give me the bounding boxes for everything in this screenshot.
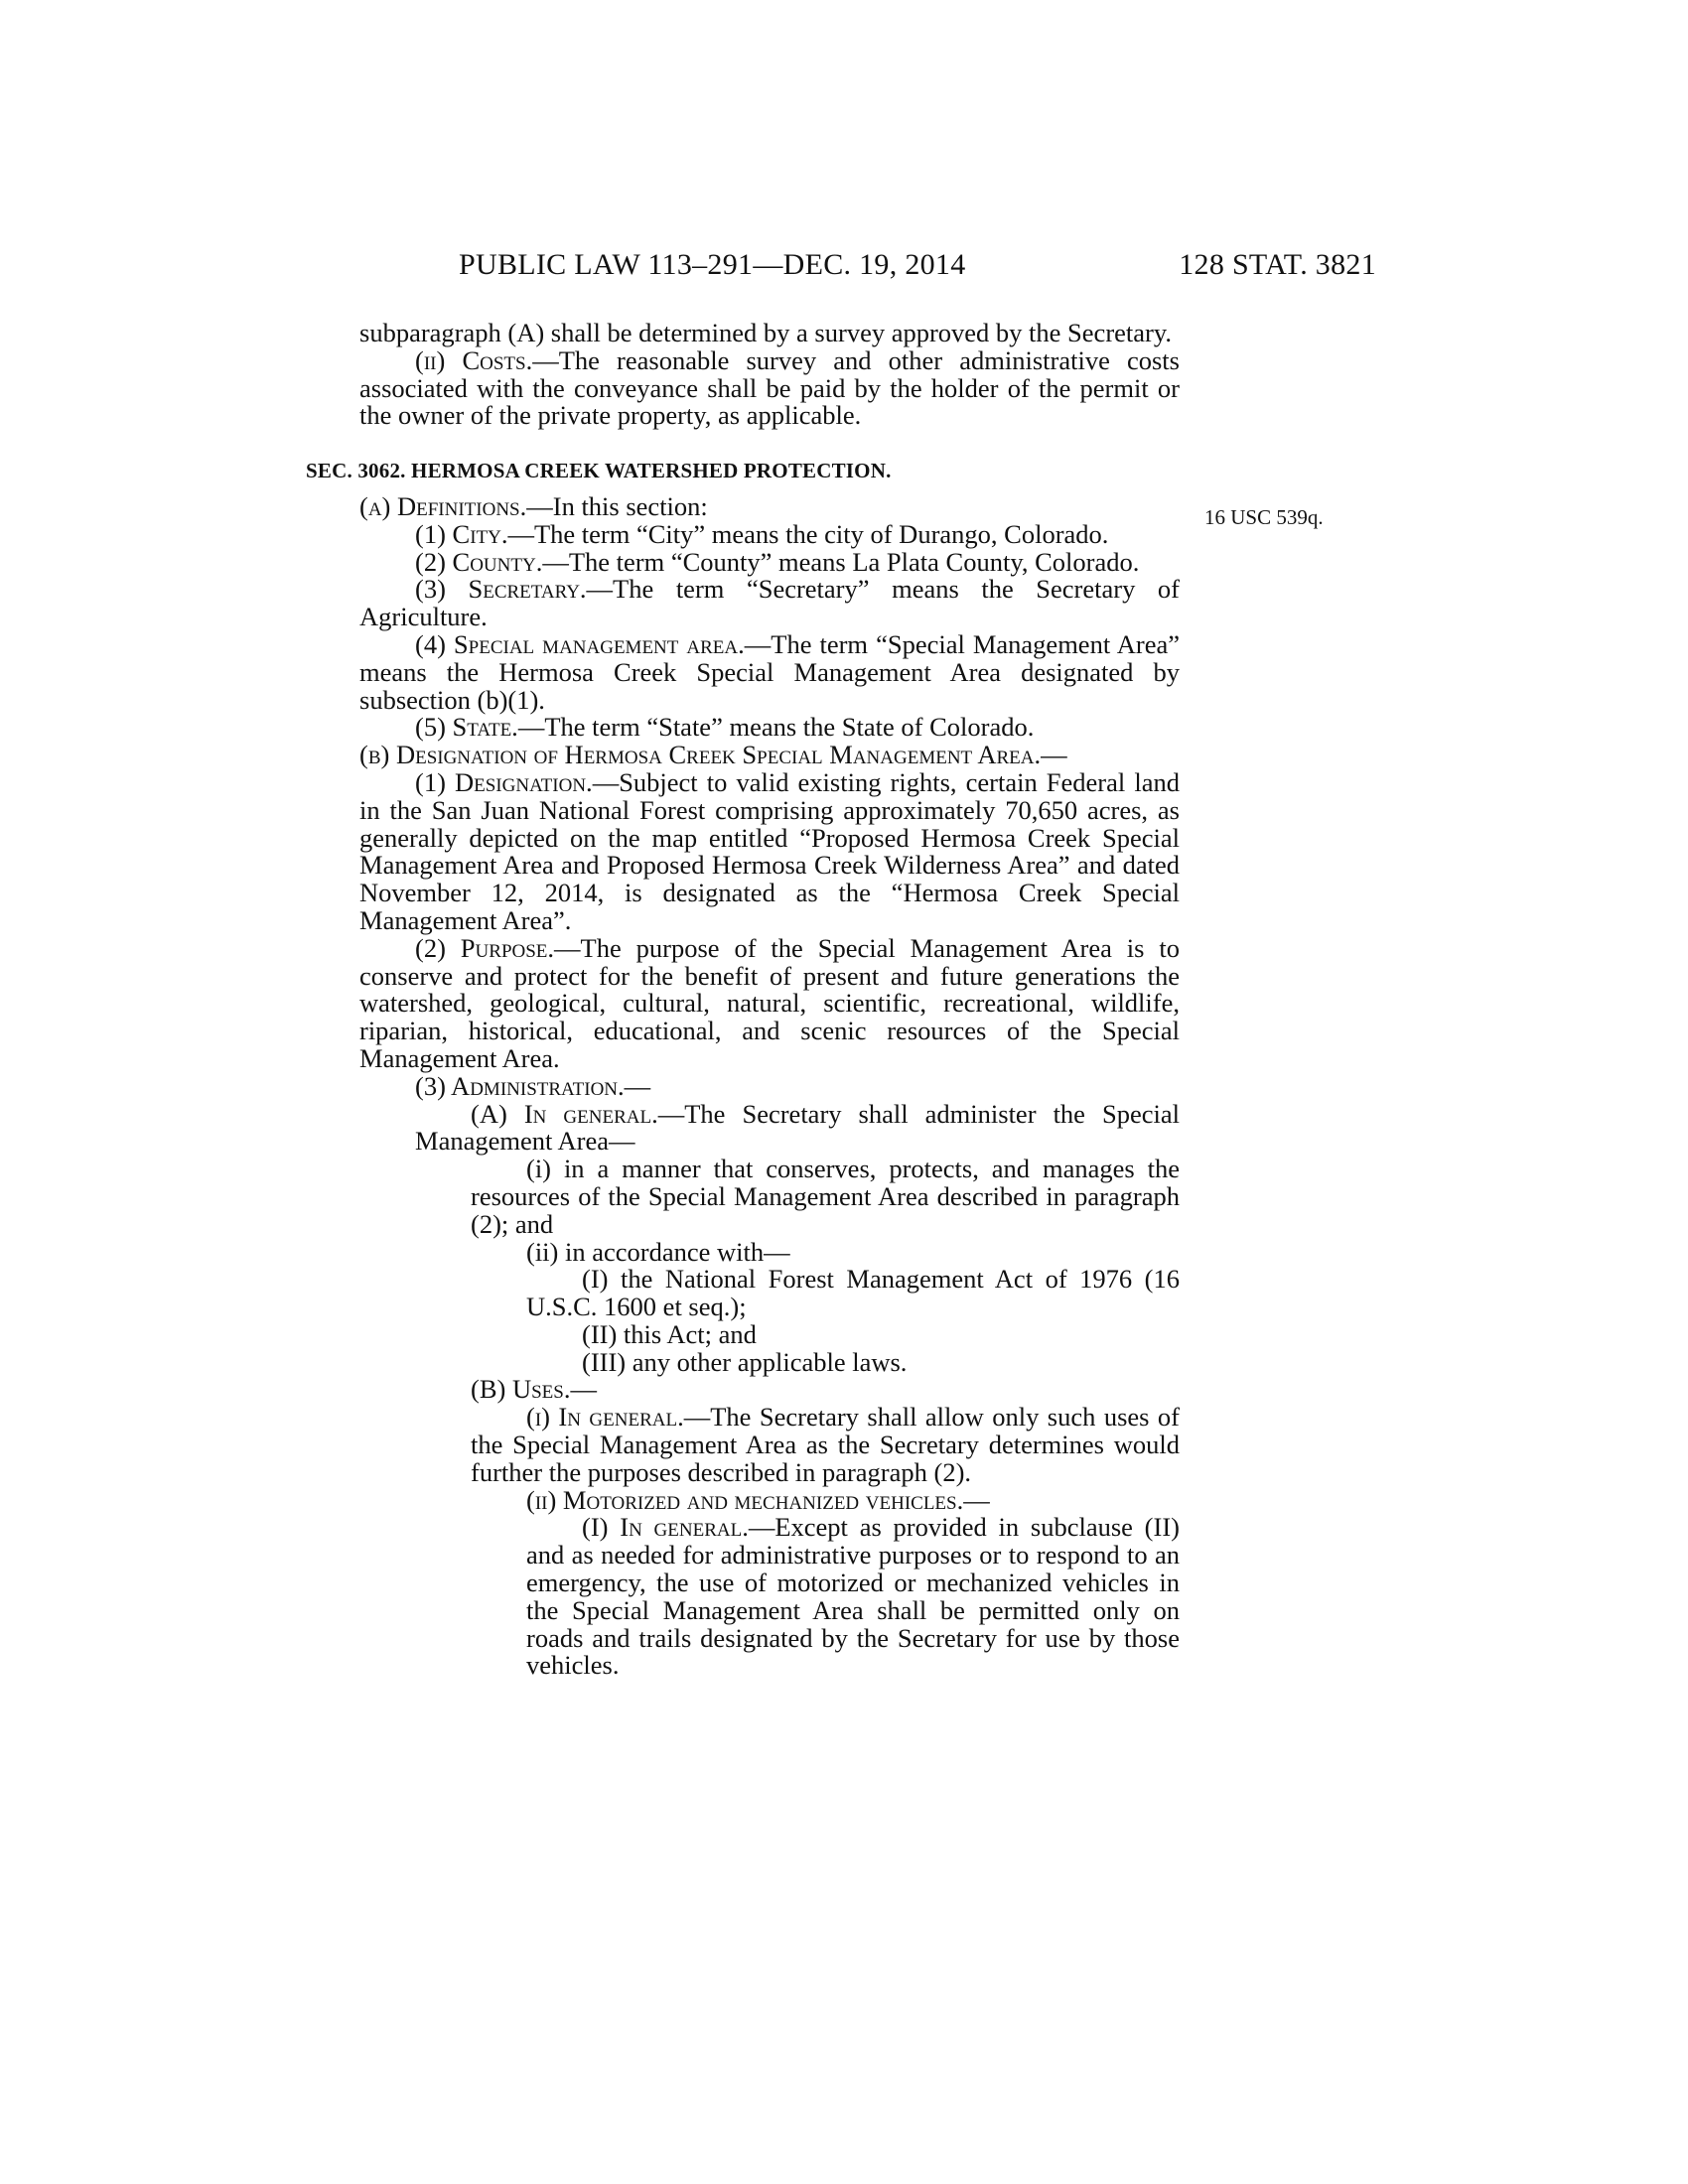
header-public-law: PUBLIC LAW 113–291—DEC. 19, 2014 [459,248,966,281]
paragraph-designation: (1) Designation.—Subject to valid existing rights, certain Federal land in the San Juan National Forest comprising approximately 70,650 acres, as generally depicted on the map entitled “Proposed Hermosa Creek Special Management Area and Proposed Hermosa Creek Wilderness Area” and dated November 12, 2014, is designated as the “Hermosa Creek Special Management Area”. [359,766,1180,935]
definition-city: (1) City.—The term “City” means the city of Durango, Colorado. [415,518,1109,549]
subclause-II-this-act: (II) this Act; and [582,1318,757,1349]
clause-motorized-vehicles: (ii) Motorized and mechanized vehicles.— [526,1484,990,1515]
subclause-motorized-in-general: (I) In general.—Except as provided in subclause (II) and as needed for administrative purposes or to respond to an emergency, the use of motorized or mechanized vehicles in the Special Management Area shall be permitted only on roads and trails designated by the Secretary for use by those vehicles. [526,1512,1180,1681]
paragraph-costs: (ii) Costs.—The reasonable survey and other administrative costs associated with the conveyance shall be paid by the holder of the permit or the owner of the private property, as applicable. [359,344,1180,431]
paragraph-purpose: (2) Purpose.—The purpose of the Special Management Area is to conserve and protect for the benefit of present and future generations the watershed, geological, cultural, natural, scientific, recreational, wildlife, riparian, historical, educational, and scenic resources of the Special Management Area. [359,932,1180,1073]
subsection-b-designation: (b) Designation of Hermosa Creek Special Management Area.— [359,740,1067,770]
definition-secretary: (3) Secretary.—The term “Secretary” means the Secretary of Agriculture. [359,574,1180,632]
header-stat-page: 128 STAT. 3821 [1179,248,1376,281]
clause-i-manner: (i) in a manner that conserves, protects, and manages the resources of the Special Management Area described in paragraph (2); and [471,1154,1180,1239]
section-title: SEC. 3062. HERMOSA CREEK WATERSHED PROTECTION. [306,459,892,483]
subsection-a-definitions: (a) Definitions.—In this section: [359,490,708,521]
clause-uses-in-general: (i) In general.—The Secretary shall allow only such uses of the Special Management Area as the Secretary determines would further the purposes described in paragraph (2). [471,1402,1180,1487]
definition-county: (2) County.—The term “County” means La Plata County, Colorado. [415,546,1140,577]
paragraph-administration: (3) Administration.— [415,1070,651,1101]
subclause-I-nfma: (I) the National Forest Management Act of 1976 (16 U.S.C. 1600 et seq.); [526,1264,1180,1322]
running-header [459,248,1376,288]
subparagraph-in-general: (A) In general.—The Secretary shall administer the Special Management Area— [415,1098,1180,1157]
subclause-III-other-laws: (III) any other applicable laws. [582,1346,908,1377]
margin-citation: 16 USC 539q. [1204,505,1324,529]
paragraph-continuation: subparagraph (A) shall be determined by a survey approved by the Secretary. [359,318,1173,347]
definition-state: (5) State.—The term “State” means the State of Colorado. [415,712,1035,743]
clause-ii-accordance: (ii) in accordance with— [526,1236,790,1267]
subparagraph-uses: (B) Uses.— [471,1374,597,1405]
definition-special-management-area: (4) Special management area.—The term “Special Management Area” means the Hermosa Creek Special Management Area designated by subsection (b)(1). [359,628,1180,715]
statute-body [306,318,1180,1681]
